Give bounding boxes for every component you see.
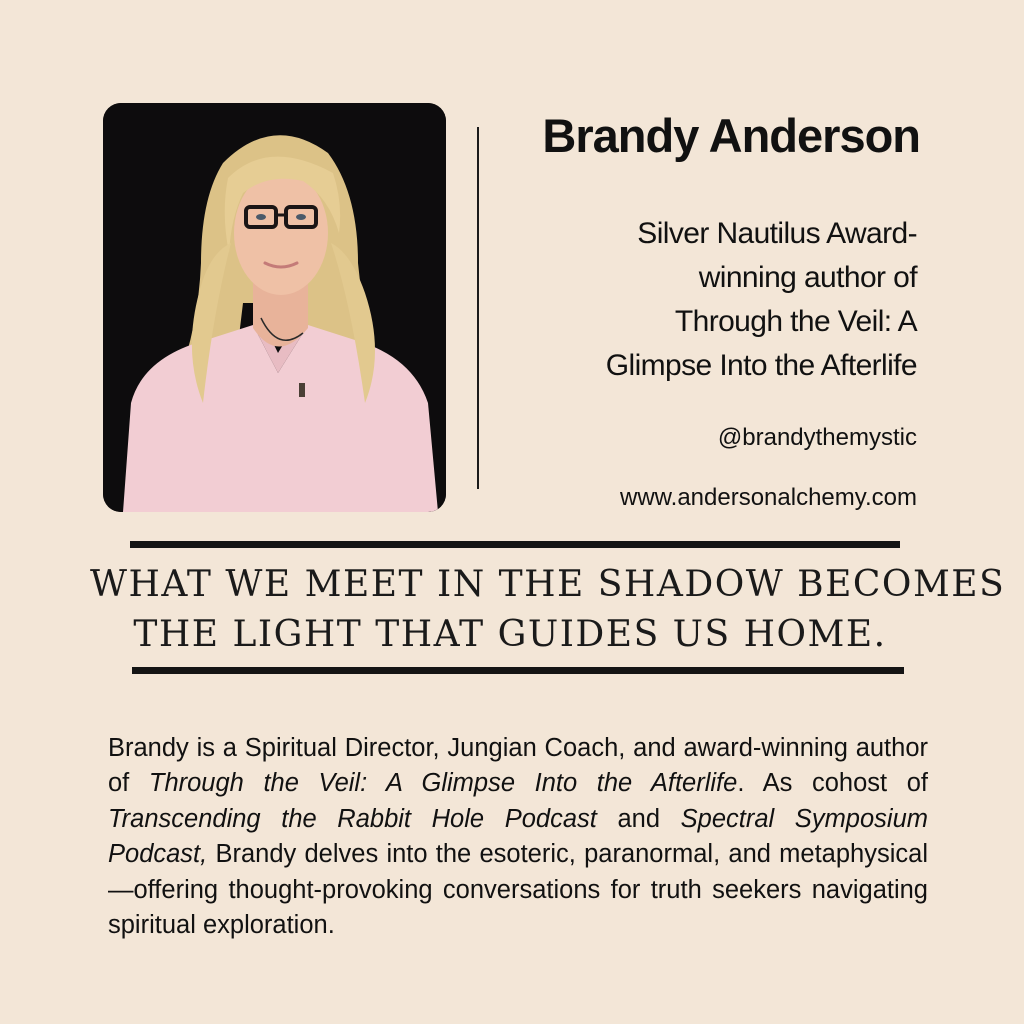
tagline-line: winning author of bbox=[698, 261, 917, 294]
bio-text: and bbox=[596, 804, 681, 833]
tagline-line: Silver Nautilus Award- bbox=[637, 217, 917, 250]
divider-bottom bbox=[132, 667, 904, 674]
bio-text: Brandy delves into the esoteric, paranormal, and metaphysical—offering thought-provoking conversations for truth seekers navigating spiritual exploration. bbox=[108, 840, 928, 939]
social-handle: @brandythemystic bbox=[717, 424, 917, 451]
quote-line: WHAT WE MEET IN THE SHADOW BECOMES bbox=[90, 564, 1006, 605]
tagline-line: Through the Veil: A bbox=[674, 305, 917, 338]
quote-line: THE LIGHT THAT GUIDES US HOME. bbox=[133, 614, 887, 655]
quote bbox=[90, 560, 1006, 660]
website-url: www.andersonalchemy.com bbox=[619, 484, 917, 511]
divider-top bbox=[130, 541, 900, 548]
bio-text: Brandy is a Spiritual Director, Jungian Coach, and award-winning author of bbox=[108, 733, 928, 797]
book-title: Through the Veil: A Glimpse Into the Afterlife bbox=[148, 769, 738, 797]
podcast-title: Spectral Symposium Podcast, bbox=[108, 804, 929, 868]
bio-text: . As cohost of bbox=[737, 769, 928, 797]
tagline-line: Glimpse Into the Afterlife bbox=[605, 349, 917, 382]
author-tagline bbox=[517, 212, 917, 388]
vertical-divider bbox=[477, 127, 479, 489]
author-photo bbox=[103, 103, 446, 512]
author-name: Brandy Anderson bbox=[542, 109, 920, 162]
podcast-title: Transcending the Rabbit Hole Podcast bbox=[108, 804, 597, 833]
bio-paragraph bbox=[108, 731, 928, 944]
